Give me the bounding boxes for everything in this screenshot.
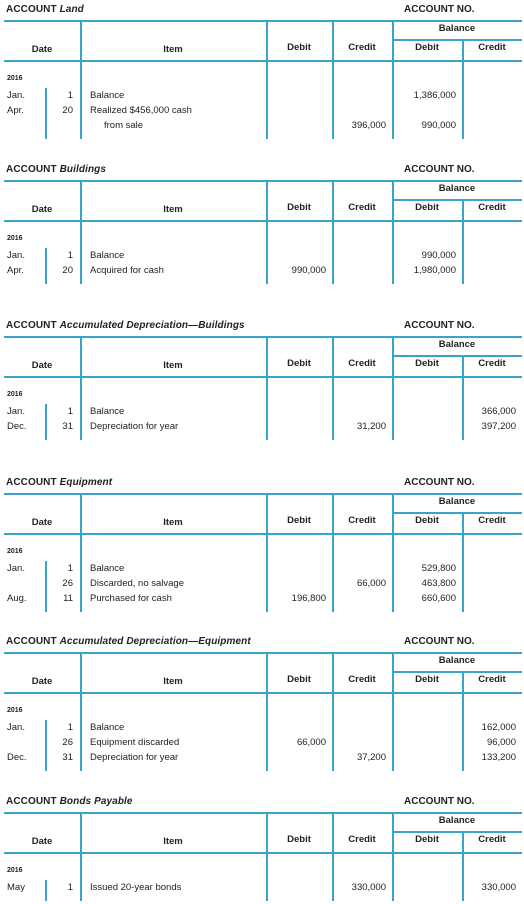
date-header: Date <box>31 44 53 55</box>
rule-header-bottom <box>4 220 522 222</box>
account-title <box>6 320 245 331</box>
entry-credit: 396,000 <box>351 120 386 131</box>
rule-header-bottom <box>4 533 522 535</box>
entry-month: Jan. <box>7 722 25 733</box>
entry-day: 1 <box>67 90 73 101</box>
item-header: Item <box>163 836 183 847</box>
ledger-account <box>0 320 524 440</box>
ledger-grid <box>4 812 522 901</box>
entry-day: 26 <box>62 578 73 589</box>
account-number-label: ACCOUNT NO. <box>404 477 475 488</box>
account-title <box>6 477 112 488</box>
entry-balance-credit: 162,000 <box>481 722 516 733</box>
entry-day: 11 <box>63 593 73 604</box>
debit-header: Debit <box>287 202 311 213</box>
rule-top <box>4 652 522 654</box>
account-word: ACCOUNT <box>6 796 57 807</box>
account-word: ACCOUNT <box>6 164 57 175</box>
entry-month: Apr. <box>7 265 24 276</box>
ledger-grid <box>4 493 522 612</box>
entry-item: Balance <box>90 250 125 261</box>
column-rule <box>332 180 334 284</box>
rule-balance <box>392 199 522 201</box>
date-header: Date <box>31 360 53 371</box>
column-rule <box>392 652 394 771</box>
entry-balance-credit: 133,200 <box>481 752 516 763</box>
account-title <box>6 636 251 647</box>
entry-balance-credit: 330,000 <box>481 882 516 893</box>
credit-header: Credit <box>348 42 376 53</box>
ledger-account <box>0 796 524 901</box>
entry-balance-debit: 1,386,000 <box>413 90 456 101</box>
entry-day: 20 <box>62 265 73 276</box>
balance-header: Balance <box>438 496 476 507</box>
account-number-label: ACCOUNT NO. <box>404 796 475 807</box>
entry-day: 1 <box>67 722 73 733</box>
entry-month: Aug. <box>7 593 27 604</box>
column-rule <box>392 336 394 440</box>
rule-header-bottom <box>4 60 522 62</box>
account-title <box>6 4 84 15</box>
rule-header-bottom <box>4 852 522 854</box>
account-name: Land <box>59 4 84 15</box>
entry-item: Balance <box>90 406 125 417</box>
account-title <box>6 796 133 807</box>
balance-header: Balance <box>438 183 476 194</box>
entry-balance-debit: 463,800 <box>421 578 456 589</box>
entry-day: 1 <box>67 406 73 417</box>
rule-top <box>4 493 522 495</box>
rule-top <box>4 20 522 22</box>
entry-credit: 31,200 <box>356 421 386 432</box>
ledger-year: 2016 <box>7 867 23 874</box>
entry-item: Balance <box>90 722 125 733</box>
account-heading <box>0 4 524 20</box>
ledger-year: 2016 <box>7 391 23 398</box>
account-word: ACCOUNT <box>6 636 57 647</box>
account-heading <box>0 164 524 180</box>
balance-credit-header: Credit <box>478 515 506 526</box>
entry-item: Acquired for cash <box>90 265 164 276</box>
entry-item: Depreciation for year <box>90 752 179 763</box>
date-header: Date <box>31 676 53 687</box>
entry-balance-debit: 529,800 <box>421 563 456 574</box>
entry-month: Jan. <box>7 250 25 261</box>
column-rule <box>462 39 464 139</box>
entry-day: 31 <box>62 421 73 432</box>
balance-credit-header: Credit <box>478 358 506 369</box>
account-title <box>6 164 106 175</box>
entry-debit: 66,000 <box>296 737 326 748</box>
column-rule <box>332 493 334 612</box>
balance-credit-header: Credit <box>478 674 506 685</box>
entry-debit: 196,800 <box>291 593 326 604</box>
entry-day: 26 <box>62 737 73 748</box>
entry-month: Jan. <box>7 90 25 101</box>
balance-debit-header: Debit <box>415 674 439 685</box>
item-header: Item <box>163 676 183 687</box>
ledger-grid <box>4 20 522 139</box>
account-name: Equipment <box>59 477 113 488</box>
ledger-grid <box>4 336 522 440</box>
rule-balance <box>392 355 522 357</box>
account-number-label: ACCOUNT NO. <box>404 636 475 647</box>
entry-credit: 37,200 <box>356 752 386 763</box>
ledger-account <box>0 636 524 771</box>
item-header: Item <box>163 44 183 55</box>
debit-header: Debit <box>287 358 311 369</box>
ledger-year: 2016 <box>7 235 23 242</box>
balance-header: Balance <box>438 815 476 826</box>
entry-balance-debit: 660,600 <box>421 593 456 604</box>
date-header: Date <box>31 204 53 215</box>
entry-balance-debit: 990,000 <box>421 120 456 131</box>
entry-item: Discarded, no salvage <box>90 578 184 589</box>
balance-header: Balance <box>438 655 476 666</box>
debit-header: Debit <box>287 674 311 685</box>
balance-debit-header: Debit <box>415 202 439 213</box>
entry-balance-debit: 990,000 <box>421 250 456 261</box>
column-rule <box>80 812 82 901</box>
ledger-grid <box>4 652 522 771</box>
balance-debit-header: Debit <box>415 42 439 53</box>
entry-month: Dec. <box>7 421 27 432</box>
column-rule <box>80 336 82 440</box>
column-rule <box>80 652 82 771</box>
entry-day: 1 <box>67 250 73 261</box>
entry-debit: 990,000 <box>291 265 326 276</box>
credit-header: Credit <box>348 834 376 845</box>
credit-header: Credit <box>348 515 376 526</box>
account-heading <box>0 796 524 812</box>
credit-header: Credit <box>348 674 376 685</box>
date-header: Date <box>31 517 53 528</box>
entry-item: Purchased for cash <box>90 593 172 604</box>
column-rule <box>80 180 82 284</box>
account-name: Buildings <box>59 164 107 175</box>
item-header: Item <box>163 204 183 215</box>
entry-item: Depreciation for year <box>90 421 179 432</box>
account-number-label: ACCOUNT NO. <box>404 4 475 15</box>
account-heading <box>0 636 524 652</box>
entry-item: Realized $456,000 cash <box>90 105 192 116</box>
entry-item: Issued 20-year bonds <box>90 882 182 893</box>
rule-balance <box>392 512 522 514</box>
balance-debit-header: Debit <box>415 834 439 845</box>
account-name: Accumulated Depreciation—Equipment <box>59 636 251 647</box>
entry-month: Jan. <box>7 406 25 417</box>
ledger-account <box>0 4 524 139</box>
debit-header: Debit <box>287 515 311 526</box>
entry-balance-credit: 366,000 <box>481 406 516 417</box>
column-rule <box>80 20 82 139</box>
account-heading <box>0 477 524 493</box>
entry-balance-credit: 397,200 <box>481 421 516 432</box>
entry-month: May <box>7 882 25 893</box>
balance-credit-header: Credit <box>478 42 506 53</box>
entry-month: Apr. <box>7 105 24 116</box>
balance-debit-header: Debit <box>415 515 439 526</box>
rule-balance <box>392 39 522 41</box>
entry-day: 20 <box>62 105 73 116</box>
date-header: Date <box>31 836 53 847</box>
balance-credit-header: Credit <box>478 202 506 213</box>
balance-credit-header: Credit <box>478 834 506 845</box>
column-rule <box>266 336 268 440</box>
entry-month: Jan. <box>7 563 25 574</box>
rule-top <box>4 336 522 338</box>
rule-balance <box>392 831 522 833</box>
ledger-account <box>0 164 524 284</box>
account-name: Bonds Payable <box>59 796 133 807</box>
rule-header-bottom <box>4 692 522 694</box>
column-rule <box>462 512 464 612</box>
entry-balance-debit: 1,980,000 <box>413 265 456 276</box>
entry-credit: 66,000 <box>356 578 386 589</box>
balance-debit-header: Debit <box>415 358 439 369</box>
column-rule <box>266 812 268 901</box>
entry-day: 1 <box>67 563 73 574</box>
balance-header: Balance <box>438 339 476 350</box>
account-word: ACCOUNT <box>6 4 57 15</box>
account-number-label: ACCOUNT NO. <box>404 320 475 331</box>
credit-header: Credit <box>348 358 376 369</box>
rule-header-bottom <box>4 376 522 378</box>
account-word: ACCOUNT <box>6 477 57 488</box>
column-rule <box>80 493 82 612</box>
ledger-grid <box>4 180 522 284</box>
debit-header: Debit <box>287 834 311 845</box>
debit-header: Debit <box>287 42 311 53</box>
ledger-year: 2016 <box>7 707 23 714</box>
item-header: Item <box>163 517 183 528</box>
entry-item: Equipment discarded <box>90 737 180 748</box>
entry-item: Balance <box>90 563 125 574</box>
account-name: Accumulated Depreciation—Buildings <box>59 320 245 331</box>
entry-balance-credit: 96,000 <box>486 737 516 748</box>
rule-balance <box>392 671 522 673</box>
rule-top <box>4 180 522 182</box>
entry-day: 1 <box>67 882 73 893</box>
ledger-account <box>0 477 524 612</box>
account-heading <box>0 320 524 336</box>
rule-top <box>4 812 522 814</box>
balance-header: Balance <box>438 23 476 34</box>
entry-month: Dec. <box>7 752 27 763</box>
column-rule <box>266 652 268 771</box>
item-header: Item <box>163 360 183 371</box>
ledger-year: 2016 <box>7 548 23 555</box>
entry-credit: 330,000 <box>351 882 386 893</box>
entry-item: Balance <box>90 90 125 101</box>
entry-item: from sale <box>104 120 144 131</box>
ledger-year: 2016 <box>7 75 23 82</box>
account-number-label: ACCOUNT NO. <box>404 164 475 175</box>
credit-header: Credit <box>348 202 376 213</box>
entry-day: 31 <box>62 752 73 763</box>
account-word: ACCOUNT <box>6 320 57 331</box>
